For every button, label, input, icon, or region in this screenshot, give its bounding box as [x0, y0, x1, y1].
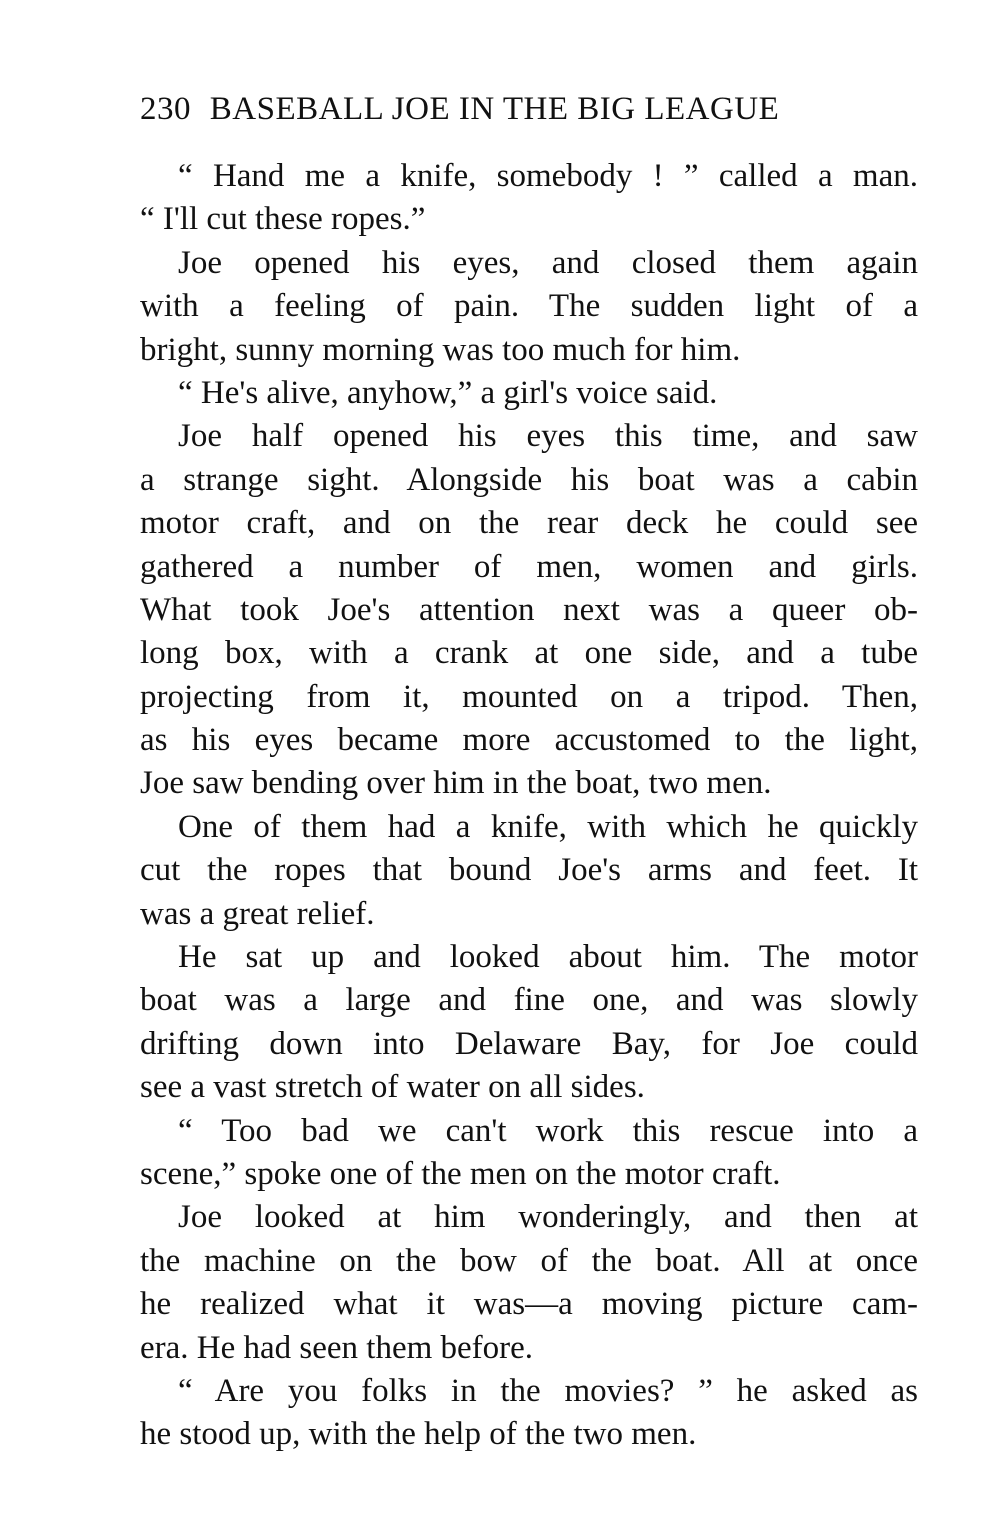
text-line: “ I'll cut these ropes.”	[140, 201, 426, 238]
text-line: long box, with a crank at one side, and a tube	[140, 635, 918, 672]
text-line: “ Too bad we can't work this rescue into a	[178, 1112, 918, 1149]
body-text	[140, 155, 918, 1457]
text-line: see a vast stretch of water on all sides.	[140, 1069, 645, 1106]
text-line: bright, sunny morning was too much for him.	[140, 331, 741, 368]
text-line: era. He had seen them before.	[140, 1329, 534, 1366]
text-line: with a feeling of pain. The sudden light of a	[140, 288, 918, 325]
text-line: Joe looked at him wonderingly, and then at	[178, 1199, 918, 1236]
running-title: BASEBALL JOE IN THE BIG LEAGUE	[209, 91, 780, 127]
running-header	[140, 84, 918, 134]
text-line: What took Joe's attention next was a queer ob-	[140, 591, 918, 628]
text-line: as his eyes became more accustomed to the light,	[140, 722, 918, 759]
text-line: gathered a number of men, women and girls.	[140, 548, 918, 585]
text-line: scene,” spoke one of the men on the motor craft.	[140, 1155, 781, 1192]
text-line: was a great relief.	[140, 895, 375, 932]
text-line: motor craft, and on the rear deck he could see	[140, 505, 918, 542]
text-line: a strange sight. Alongside his boat was a cabin	[140, 461, 918, 498]
text-line: projecting from it, mounted on a tripod. Then,	[140, 678, 918, 715]
text-line: boat was a large and fine one, and was slowly	[140, 982, 918, 1019]
text-line: cut the ropes that bound Joe's arms and feet. It	[140, 852, 918, 889]
text-line: Joe half opened his eyes this time, and saw	[178, 418, 918, 455]
page-number: 230	[140, 91, 191, 127]
text-line: One of them had a knife, with which he quickly	[178, 808, 918, 845]
text-line: “ Are you folks in the movies? ” he asked as	[178, 1372, 918, 1409]
text-line: “ He's alive, anyhow,” a girl's voice said.	[178, 374, 718, 411]
text-line: he realized what it was—a moving picture cam-	[140, 1286, 918, 1323]
text-line: drifting down into Delaware Bay, for Joe could	[140, 1025, 918, 1062]
text-line: “ Hand me a knife, somebody ! ” called a man.	[178, 158, 918, 194]
text-line: Joe opened his eyes, and closed them again	[178, 244, 918, 281]
text-line: he stood up, with the help of the two men.	[140, 1416, 697, 1453]
text-line: the machine on the bow of the boat. All at once	[140, 1242, 918, 1279]
text-line: He sat up and looked about him. The motor	[178, 939, 918, 976]
text-line: Joe saw bending over him in the boat, two men.	[140, 765, 772, 802]
